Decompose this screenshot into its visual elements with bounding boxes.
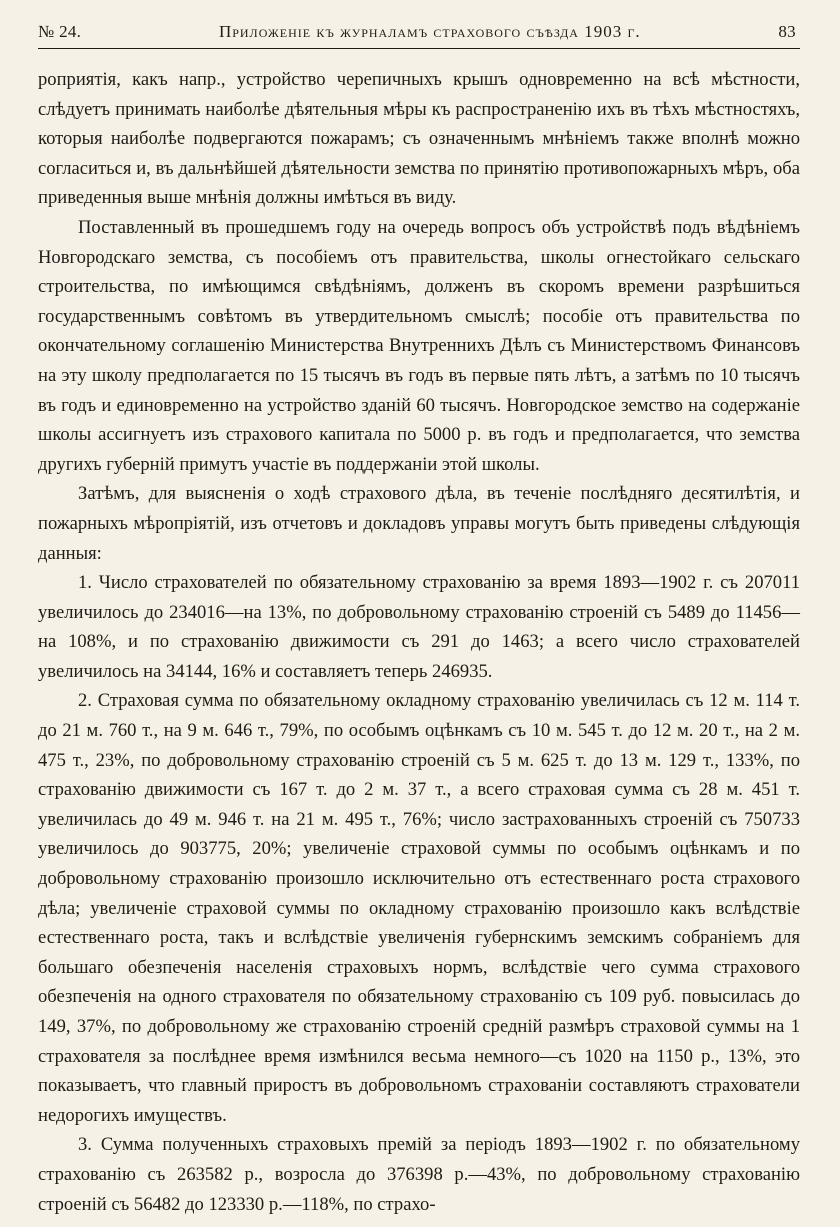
paragraph-school: Поставленный въ прошедшемъ году на очередь вопросъ объ устройствѣ подъ вѣдѣніемъ Новгородскаго земства, съ пособіемъ отъ правительства, школы огнестойкаго сельскаго строительства, по имѣющимся свѣдѣніямъ, долженъ въ скоромъ времени разрѣшиться государственнымъ совѣтомъ въ утвердительномъ смыслѣ; пособіе отъ правительства по окончательному соглашенію Министерства Внутреннихъ Дѣлъ съ Министерствомъ Финансовъ на эту школу предполагается по 15 тысячъ въ годъ въ первые пять лѣтъ, а затѣмъ по 10 тысячъ въ годъ и единовременно на устройство зданій 60 тысячъ. Новгородское земство на содержаніе школы ассигнуетъ изъ страхового капитала по 5000 р. въ годъ и предполагается, что земства другихъ губерній примутъ участіе въ поддержаніи этой школы. [38, 216, 800, 475]
page-number: 83 [778, 22, 796, 41]
paragraph-item-3: 3. Сумма полученныхъ страховыхъ премій за періодъ 1893—1902 г. по обязательному страхованію съ 263582 р., возросла до 376398 р.—43%, по добровольному страхованію строеній съ 56482 до 123330 р.—118%, по страхо- [38, 1134, 800, 1215]
body-text [38, 65, 800, 1219]
paragraph-item-1: 1. Число страхователей по обязательному страхованію за время 1893—1902 г. съ 207011 увеличилось до 234016—на 13%, по добровольному страхованію строеній съ 5489 до 11456—на 108%, и по страхованію движимости съ 291 до 1463; а всего число страхователей увеличилось на 34144, 16% и составляетъ теперь 246935. [38, 572, 800, 682]
running-header [38, 22, 800, 49]
paragraph-intro-data: Затѣмъ, для выясненія о ходѣ страхового дѣла, въ теченіе послѣдняго десятилѣтія, и пожарныхъ мѣропріятій, изъ отчетовъ и докладовъ управы могутъ быть приведены слѣдующія данныя: [38, 483, 800, 564]
paragraph-item-2: 2. Страховая сумма по обязательному окладному страхованію увеличилась съ 12 м. 114 т. до 21 м. 760 т., на 9 м. 646 т., 79%, по особымъ оцѣнкамъ съ 10 м. 545 т. до 12 м. 20 т., на 2 м. 475 т., 23%, по добровольному страхованію строеній съ 5 м. 625 т. до 13 м. 129 т., 133%, по страхованію движимости съ 167 т. до 2 м. 37 т., а всего страховая сумма съ 28 м. 451 т. увеличилась до 49 м. 946 т. на 21 м. 495 т., 76%; число застрахованныхъ строеній съ 750733 увеличилось до 903775, 20%; увеличеніе страховой суммы по особымъ оцѣнкамъ и по добровольному страхованію произошло исключительно отъ естественнаго роста страхового дѣла; увеличеніе страховой суммы по окладному страхованію произошло какъ вслѣдствіе естественнаго роста, такъ и вслѣдствіе увеличенія губернскимъ земскимъ собраніемъ для большаго обезпеченія населенія страховыхъ нормъ, вслѣдствіе чего сумма страхового обезпеченія на одного страхователя по обязательному страхованію съ 109 руб. повысилась до 149, 37%, по добровольному же страхованію строеній средній размѣръ страховой суммы на 1 страхователя за послѣднее время измѣнился весьма немного—съ 1020 на 1150 р., 13%, это показываетъ, что главный приростъ въ добровольномъ страхованіи составляютъ страхователи недорогихъ имуществъ. [38, 690, 800, 1126]
header-title: Приложеніе къ журналамъ страхового съѣзда 1903 г. [218, 22, 641, 41]
issue-number: № 24. [38, 22, 82, 41]
paragraph-continuation: роприятія, какъ напр., устройство черепичныхъ крышъ одновременно на всѣ мѣстности, слѣдуетъ принимать наиболѣе дѣятельныя мѣры къ распространенію ихъ въ тѣхъ мѣстностяхъ, которыя наиболѣе подвергаются пожарамъ; съ означеннымъ мнѣніемъ также вполнѣ можно согласиться и, въ дальнѣйшей дѣятельности земства по принятію противопожарныхъ мѣръ, оба приведенныя выше мнѣнія должны имѣться въ виду. [38, 69, 800, 209]
